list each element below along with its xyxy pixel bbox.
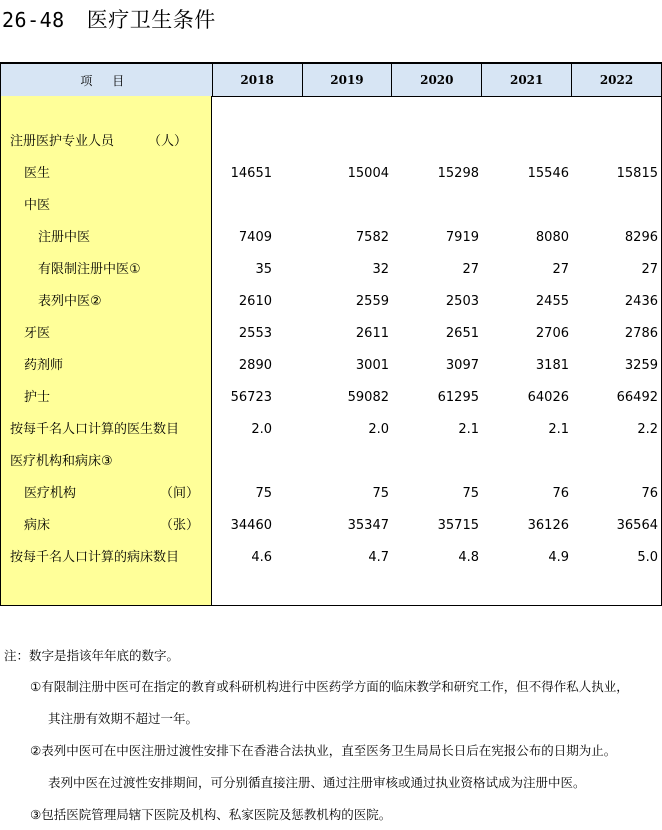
cell-value: 7582	[355, 230, 389, 245]
cell-value: 27	[552, 262, 569, 277]
row-label: 病床	[24, 518, 51, 533]
cell-value: 15004	[347, 166, 389, 181]
cell-value: 4.8	[458, 550, 479, 565]
cell-value: 3001	[355, 358, 389, 373]
cell-value: 64026	[527, 390, 569, 405]
table-row	[0, 318, 662, 350]
header-year-2021: 2021	[481, 64, 571, 96]
cell-value: 36126	[527, 518, 569, 533]
cell-value: 4.9	[548, 550, 569, 565]
table-row	[0, 158, 662, 190]
row-label: 牙医	[24, 326, 51, 341]
note-2-cont: 表列中医在过渡性安排期间，可分别循直接注册、通过注册审核或通过执业资格试成为注册中医。	[48, 775, 586, 790]
table-row	[0, 222, 662, 254]
table-row	[0, 382, 662, 414]
cell-value: 2.1	[548, 422, 569, 437]
cell-value: 76	[641, 486, 658, 501]
header-year-2019: 2019	[302, 64, 392, 96]
row-label: 中医	[24, 198, 51, 213]
note-1-cont: 其注册有效期不超过一年。	[48, 711, 199, 726]
cell-value: 75	[372, 486, 389, 501]
row-unit: （人）	[148, 134, 188, 149]
cell-value: 8296	[624, 230, 658, 245]
cell-value: 34460	[230, 518, 272, 533]
cell-value: 2890	[238, 358, 272, 373]
cell-value: 2611	[355, 326, 389, 341]
row-label: 有限制注册中医①	[38, 262, 141, 277]
table-row	[0, 254, 662, 286]
table-title: 医疗卫生条件	[86, 8, 216, 32]
cell-value: 75	[462, 486, 479, 501]
cell-value: 2.2	[637, 422, 658, 437]
row-label: 注册医护专业人员	[10, 134, 115, 149]
note-2: ②表列中医可在中医注册过渡性安排下在香港合法执业，直至医务卫生局局长日后在宪报公布的日期为止。	[30, 743, 617, 758]
row-label: 医疗机构和病床③	[10, 454, 113, 469]
table-row	[0, 510, 662, 542]
cell-value: 2786	[624, 326, 658, 341]
header-year-2022: 2022	[571, 64, 661, 96]
header-item: 项 目	[80, 73, 133, 88]
cell-value: 27	[462, 262, 479, 277]
row-label: 表列中医②	[38, 294, 102, 309]
row-label: 药剂师	[24, 358, 64, 373]
cell-value: 3097	[445, 358, 479, 373]
table-row	[0, 542, 662, 574]
cell-value: 15815	[616, 166, 658, 181]
cell-value: 2559	[355, 294, 389, 309]
row-label: 医生	[24, 166, 51, 181]
cell-value: 14651	[230, 166, 272, 181]
cell-value: 2.1	[458, 422, 479, 437]
row-label: 医疗机构	[24, 486, 77, 501]
cell-value: 2706	[535, 326, 569, 341]
cell-value: 36564	[616, 518, 658, 533]
note-3: ③包括医院管理局辖下医院及机构、私家医院及惩教机构的医院。	[30, 807, 392, 822]
row-label: 护士	[24, 390, 51, 405]
note-1: ①有限制注册中医可在指定的教育或科研机构进行中医药学方面的临床教学和研究工作，但不得作私人执业，	[30, 679, 629, 694]
cell-value: 35715	[437, 518, 479, 533]
cell-value: 15298	[437, 166, 479, 181]
cell-value: 27	[641, 262, 658, 277]
table-row	[0, 190, 662, 222]
cell-value: 2610	[238, 294, 272, 309]
cell-value: 3259	[624, 358, 658, 373]
table-row	[0, 414, 662, 446]
table-row	[0, 350, 662, 382]
cell-value: 2455	[535, 294, 569, 309]
cell-value: 2436	[624, 294, 658, 309]
note-general: 注：数字是指该年年底的数字。	[4, 648, 180, 663]
row-label: 按每千名人口计算的病床数目	[10, 550, 180, 565]
cell-value: 4.7	[368, 550, 389, 565]
table-header	[0, 62, 662, 97]
cell-value: 61295	[437, 390, 479, 405]
cell-value: 2503	[445, 294, 479, 309]
cell-value: 2651	[445, 326, 479, 341]
header-year-2018: 2018	[212, 64, 302, 96]
row-label: 注册中医	[38, 230, 91, 245]
cell-value: 4.6	[251, 550, 272, 565]
table-number: 26-48	[2, 8, 65, 32]
table-row	[0, 286, 662, 318]
cell-value: 7919	[445, 230, 479, 245]
cell-value: 59082	[347, 390, 389, 405]
cell-value: 2553	[238, 326, 272, 341]
cell-value: 15546	[527, 166, 569, 181]
cell-value: 76	[552, 486, 569, 501]
row-unit: （间）	[160, 486, 200, 501]
cell-value: 2.0	[368, 422, 389, 437]
row-unit: （张）	[160, 518, 200, 533]
header-year-2020: 2020	[391, 64, 481, 96]
cell-value: 8080	[535, 230, 569, 245]
table-row	[0, 126, 662, 158]
cell-value: 5.0	[637, 550, 658, 565]
cell-value: 2.0	[251, 422, 272, 437]
cell-value: 32	[372, 262, 389, 277]
page-title	[2, 4, 216, 34]
cell-value: 35347	[347, 518, 389, 533]
table-row	[0, 478, 662, 510]
row-label: 按每千名人口计算的医生数目	[10, 422, 180, 437]
cell-value: 75	[255, 486, 272, 501]
cell-value: 66492	[616, 390, 658, 405]
data-table	[0, 62, 662, 606]
table-row	[0, 446, 662, 478]
cell-value: 35	[255, 262, 272, 277]
cell-value: 7409	[238, 230, 272, 245]
cell-value: 3181	[535, 358, 569, 373]
cell-value: 56723	[230, 390, 272, 405]
